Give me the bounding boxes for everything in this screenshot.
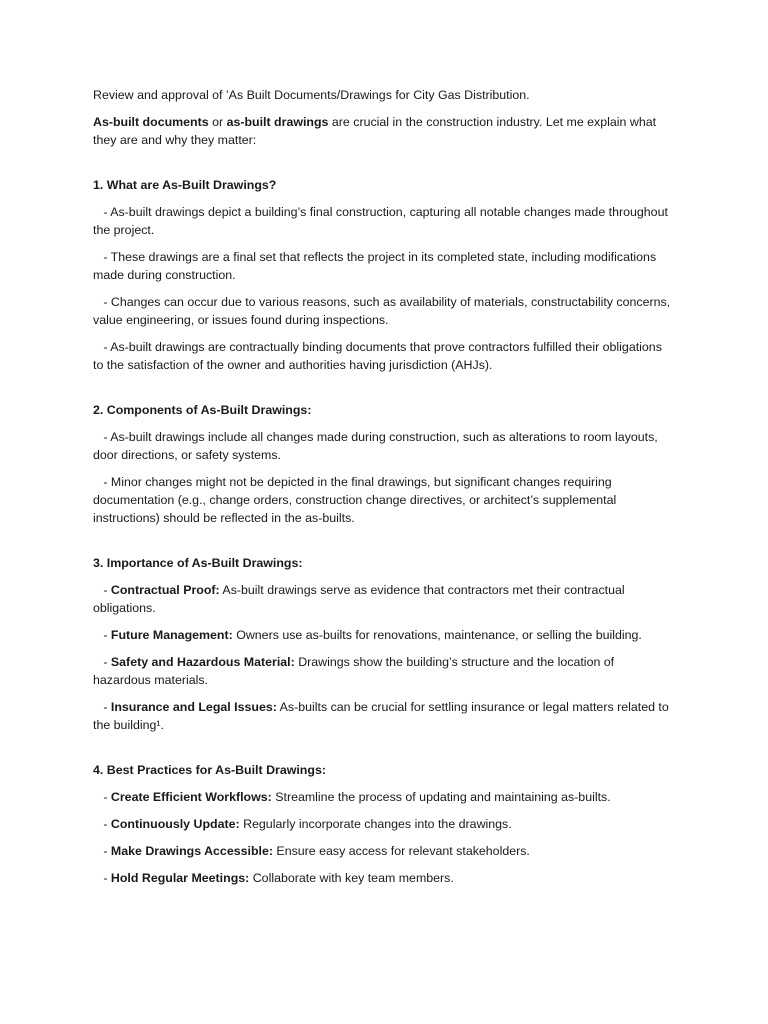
item-label: Create Efficient Workflows: [110,790,272,804]
item-prefix: - [93,583,111,597]
item-label: Future Management: [110,628,233,642]
item-text: Owners use as-builts for renovations, maintenance, or selling the building. [232,628,642,642]
item-text: As-built drawings serve as evidence that contractors met their contractual obligations. [93,583,629,615]
section-item [93,653,673,689]
section-item: - As-built drawings are contractually binding documents that prove contractors fulfilled their obligations to the satisfaction of the owner and authorities having jurisdiction (AHJs). [93,340,666,372]
section-item [93,842,673,860]
intro-bold-term-2: as-built drawings [226,115,329,129]
spacer [93,743,673,761]
section-item: - Changes can occur due to various reasons, such as availability of materials, constructability concerns, value engineering, or issues found during inspections. [93,295,674,327]
intro-bold-term-1: As-built documents [93,115,209,129]
spacer [93,536,673,554]
spacer [93,158,673,176]
section-item: - Minor changes might not be depicted in the final drawings, but significant changes requiring documentation (e.g., change orders, construction change directives, or architect’s supplemental instructions) should be reflected in the as-builts. [93,475,620,525]
section-item [93,698,673,734]
item-text: As-builts can be crucial for settling insurance or legal matters related to the building¹. [93,700,673,732]
item-text: Collaborate with key team members. [249,871,454,885]
intro-paragraph [93,113,673,149]
section-heading: 2. Components of As-Built Drawings: [93,403,312,417]
section-item [93,788,673,806]
item-text: Streamline the process of updating and maintaining as-builts. [271,790,611,804]
spacer [93,383,673,401]
section-heading: 4. Best Practices for As-Built Drawings: [93,763,326,777]
item-prefix: - [93,871,111,885]
item-text: Regularly incorporate changes into the drawings. [239,817,512,831]
item-prefix: - [93,700,111,714]
item-label: Contractual Proof: [110,583,220,597]
item-label: Insurance and Legal Issues: [110,700,277,714]
document-page [93,86,673,896]
section-item: - As-built drawings depict a building’s final construction, capturing all notable changes made throughout the project. [93,205,672,237]
item-prefix: - [93,790,111,804]
document-title-line: Review and approval of ’As Built Documents/Drawings for City Gas Distribution. [93,88,530,102]
item-text: Drawings show the building’s structure and the location of hazardous materials. [93,655,618,687]
item-prefix: - [93,844,111,858]
section-item [93,626,673,644]
item-label: Hold Regular Meetings: [110,871,250,885]
item-prefix: - [93,817,111,831]
item-prefix: - [93,628,111,642]
section-item [93,815,673,833]
item-label: Safety and Hazardous Material: [110,655,295,669]
intro-rest: are crucial in the construction industry. Let me explain what they are and why they matter: [93,115,657,147]
item-prefix: - [93,655,111,669]
item-label: Make Drawings Accessible: [110,844,273,858]
item-text: Ensure easy access for relevant stakeholders. [272,844,530,858]
section-heading: 1. What are As-Built Drawings? [93,178,277,192]
section-item: - As-built drawings include all changes made during construction, such as alterations to room layouts, door directions, or safety systems. [93,430,662,462]
item-label: Continuously Update: [110,817,240,831]
section-heading: 3. Importance of As-Built Drawings: [93,556,303,570]
section-item: - These drawings are a final set that reflects the project in its completed state, including modifications made during construction. [93,250,660,282]
section-item [93,869,673,887]
intro-connector: or [208,115,227,129]
section-item [93,581,673,617]
